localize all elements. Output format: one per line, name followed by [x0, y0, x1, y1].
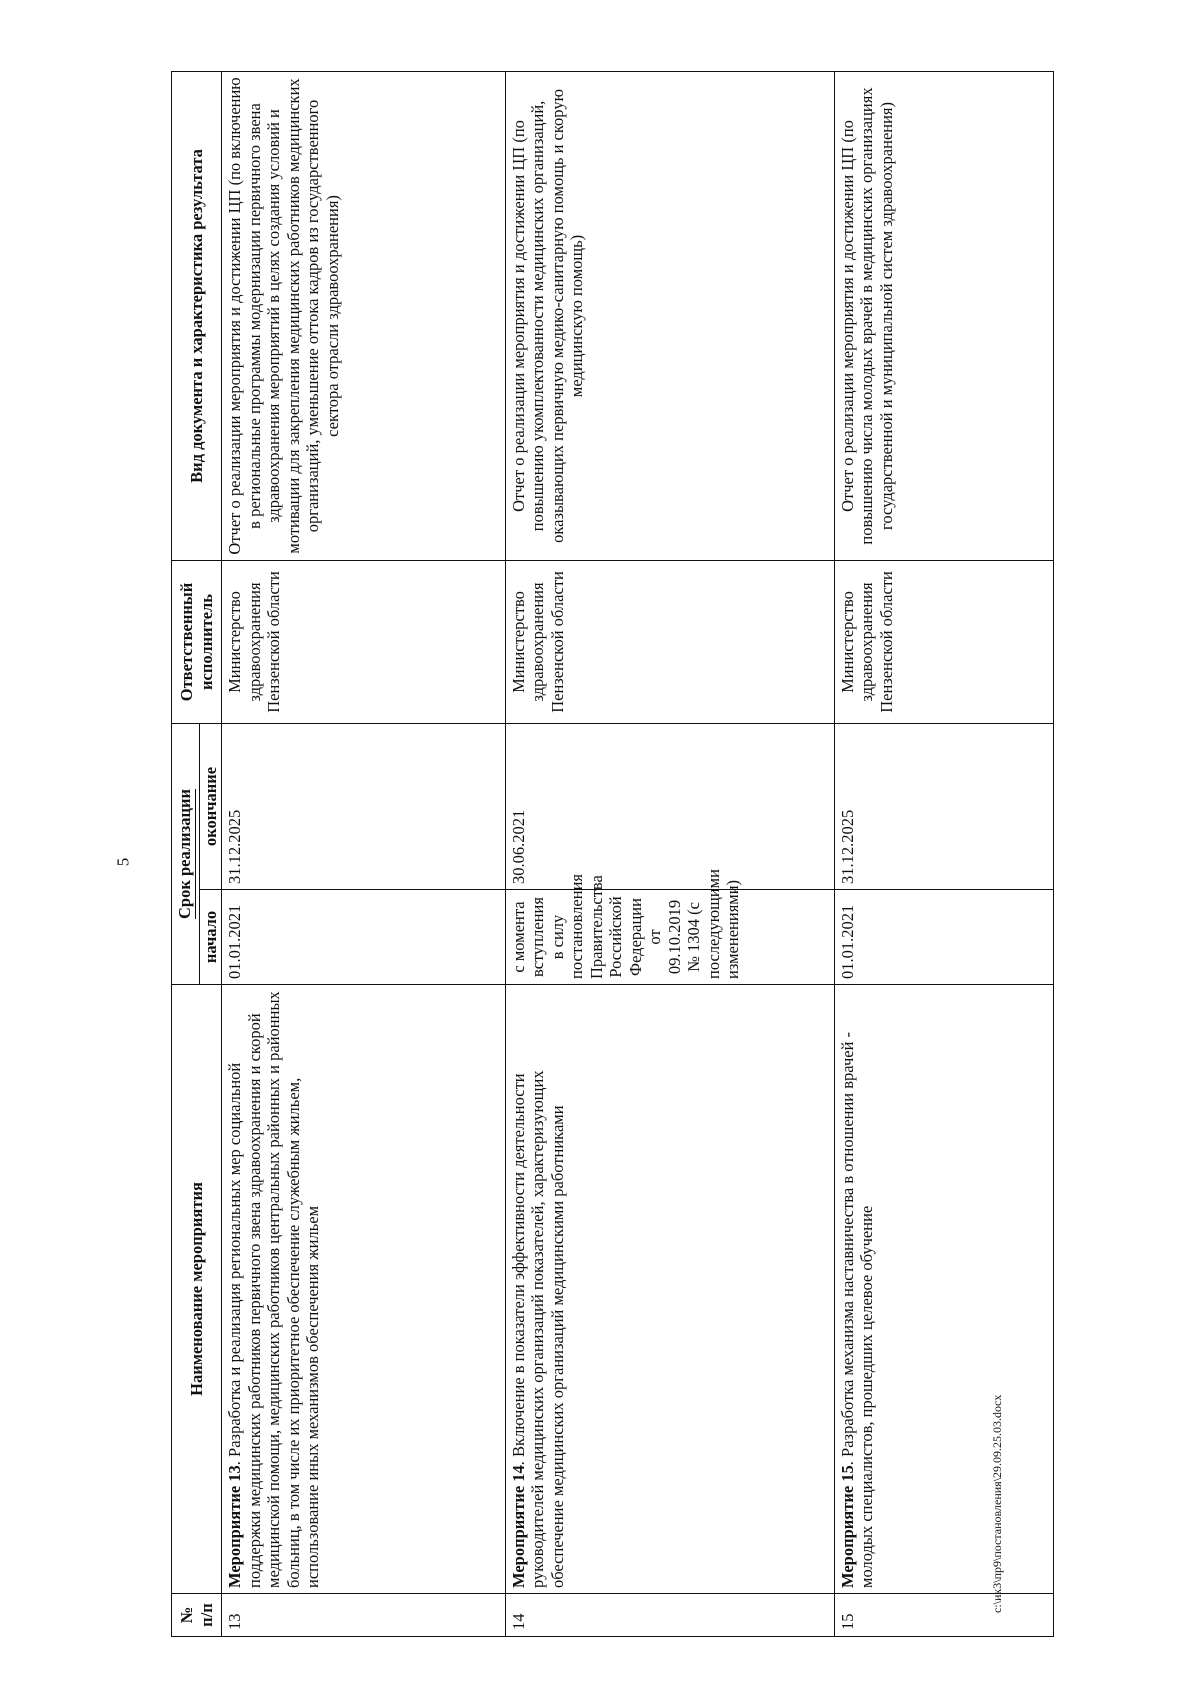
row-name	[222, 985, 506, 1594]
row-executor: Министерство здравоохранения Пензенской области	[506, 560, 835, 723]
row-name-bold: Мероприятие 15	[837, 1465, 857, 1588]
row-number: 15	[834, 1594, 1053, 1637]
header-start: начало	[200, 890, 222, 985]
header-executor: Ответственный исполнитель	[172, 560, 222, 723]
row-start: с момента вступления в силу постановления Правительства Российской Федерации от 09.10.2019 № 1304 (с последующими изменениями)	[506, 890, 835, 985]
activities-table	[171, 71, 1054, 1637]
header-name: Наименование мероприятия	[172, 985, 222, 1594]
row-executor: Министерство здравоохранения Пензенской области	[222, 560, 506, 723]
header-number: № п/п	[172, 1594, 222, 1637]
table-row	[222, 71, 506, 1636]
row-start: 01.01.2021	[834, 890, 1053, 985]
file-path-footer: c:\ик3\пр9\постановления\29.09.25.03.docx	[990, 1394, 1004, 1613]
header-document: Вид документа и характеристика результата	[172, 71, 222, 560]
row-document: Отчет о реализации мероприятия и достижении ЦП (по повышению укомплектованности медицинских организаций, оказывающих первичную медико-санитарную помощь и скорую медицинскую помощь)	[506, 71, 835, 560]
row-executor: Министерство здравоохранения Пензенской области	[834, 560, 1053, 723]
row-document: Отчет о реализации мероприятия и достижении ЦП (по повышению числа молодых врачей в медицинских организациях государственной и муниципальной систем здравоохранения)	[834, 71, 1053, 560]
header-period-label: Срок реализации	[175, 788, 195, 920]
header-period	[172, 723, 200, 984]
row-number: 13	[222, 1594, 506, 1637]
row-number: 14	[506, 1594, 835, 1637]
page-number: 5	[113, 857, 133, 867]
row-document: Отчет о реализации мероприятия и достижении ЦП (по включению в региональные программы модернизации первичного звена здравоохранения мероприятий в целях создания условий и мотивации для закрепления медицинских работников медицинских организаций, уменьшение оттока кадров из государственного сектора отрасли здравоохранения)	[222, 71, 506, 560]
row-start: 01.01.2021	[222, 890, 506, 985]
row-end: 31.12.2025	[834, 723, 1053, 889]
table-row	[834, 71, 1053, 1636]
row-name-bold: Мероприятие 14	[509, 1465, 528, 1588]
row-name-text: . Разработка и реализация региональных мер социальной поддержки медицинских работников первичного звена здравоохранения и скорой медицинской помощи, медицинских работников центральных районных и районных больниц, в том числе их приоритетное обеспечение служебным жильем, использование иных механизмов обеспечения жильем	[225, 991, 323, 1588]
row-name-bold: Мероприятие 13	[225, 1465, 245, 1588]
row-name-text: . Разработка механизма наставничества в отношении врачей - молодых специалистов, прошедших целевое обучение	[837, 1031, 877, 1588]
row-end: 31.12.2025	[222, 723, 506, 889]
row-name	[506, 985, 835, 1594]
table-row	[506, 71, 835, 1636]
row-name	[834, 985, 1053, 1594]
header-end: окончание	[200, 723, 222, 889]
rotated-table-container	[171, 72, 1054, 1637]
row-end: 30.06.2021	[506, 723, 835, 889]
row-name-text: . Включение в показатели эффективности деятельности руководителей медицинских организаций показателей, характеризующих обеспечение медицинских организаций медицинскими работниками	[509, 1070, 567, 1588]
